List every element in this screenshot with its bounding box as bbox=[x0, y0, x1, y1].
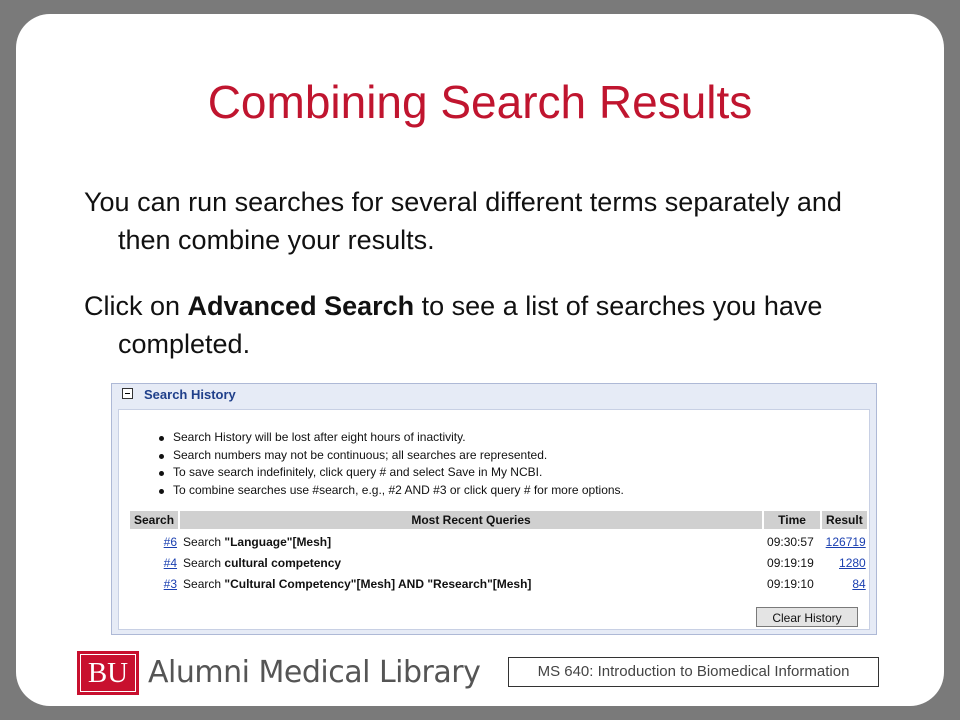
advanced-search-emphasis: Advanced Search bbox=[187, 291, 415, 321]
search-history-title[interactable]: Search History bbox=[144, 387, 236, 402]
search-history-header[interactable] bbox=[112, 384, 876, 406]
query-cell bbox=[180, 573, 764, 594]
query-text: "Language"[Mesh] bbox=[224, 534, 332, 549]
query-prefix: Search bbox=[183, 576, 225, 591]
query-cell bbox=[180, 531, 764, 552]
query-text: cultural competency bbox=[224, 555, 342, 570]
query-prefix: Search bbox=[183, 555, 225, 570]
column-header-queries: Most Recent Queries bbox=[180, 511, 764, 531]
table-row bbox=[130, 573, 869, 594]
library-name: Alumni Medical Library bbox=[148, 655, 481, 690]
time-cell: 09:30:57 bbox=[767, 534, 814, 549]
info-item: Search numbers may not be continuous; all searches are represented. bbox=[157, 447, 624, 465]
query-cell bbox=[180, 552, 764, 573]
clear-history-button[interactable]: Clear History bbox=[756, 607, 858, 627]
search-history-panel bbox=[111, 383, 877, 635]
column-header-search: Search bbox=[130, 511, 180, 531]
table-header-row bbox=[130, 511, 869, 531]
info-item: To combine searches use #search, e.g., #2 AND #3 or click query # for more options. bbox=[157, 482, 624, 500]
bu-logo: BU bbox=[77, 651, 139, 695]
collapse-minus-icon[interactable] bbox=[122, 388, 133, 399]
search-number-cell bbox=[130, 573, 180, 594]
result-count-link[interactable]: 84 bbox=[852, 576, 866, 591]
search-number-link[interactable]: #4 bbox=[163, 555, 178, 570]
info-item: Search History will be lost after eight hours of inactivity. bbox=[157, 429, 624, 447]
column-header-result: Result bbox=[822, 511, 869, 531]
search-number-cell bbox=[130, 531, 180, 552]
result-cell bbox=[822, 573, 869, 594]
time-cell: 09:19:19 bbox=[767, 555, 814, 570]
course-label: MS 640: Introduction to Biomedical Information bbox=[508, 657, 879, 687]
paragraph-suffix: to see a list of searches you have completed. bbox=[118, 291, 823, 359]
result-count-link[interactable]: 126719 bbox=[825, 534, 866, 549]
info-item: To save search indefinitely, click query # and select Save in My NCBI. bbox=[157, 464, 624, 482]
info-list bbox=[157, 429, 624, 499]
column-header-time: Time bbox=[764, 511, 822, 531]
query-text: "Cultural Competency"[Mesh] AND "Research"[Mesh] bbox=[224, 576, 532, 591]
query-prefix: Search bbox=[183, 534, 225, 549]
time-cell: 09:19:10 bbox=[767, 576, 814, 591]
search-history-table bbox=[130, 511, 869, 594]
paragraph-combine: You can run searches for several different terms separately and then combine your results. bbox=[84, 187, 842, 255]
search-number-cell bbox=[130, 552, 180, 573]
slide-title: Combining Search Results bbox=[207, 76, 753, 128]
search-number-link[interactable]: #6 bbox=[163, 534, 178, 549]
table-row bbox=[130, 531, 869, 552]
result-cell bbox=[822, 531, 869, 552]
paragraph-prefix: Click on bbox=[84, 291, 188, 321]
search-number-link[interactable]: #3 bbox=[163, 576, 178, 591]
table-row bbox=[130, 552, 869, 573]
paragraph-advanced-search bbox=[84, 287, 898, 363]
result-count-link[interactable]: 1280 bbox=[839, 555, 866, 570]
result-cell bbox=[822, 552, 869, 573]
